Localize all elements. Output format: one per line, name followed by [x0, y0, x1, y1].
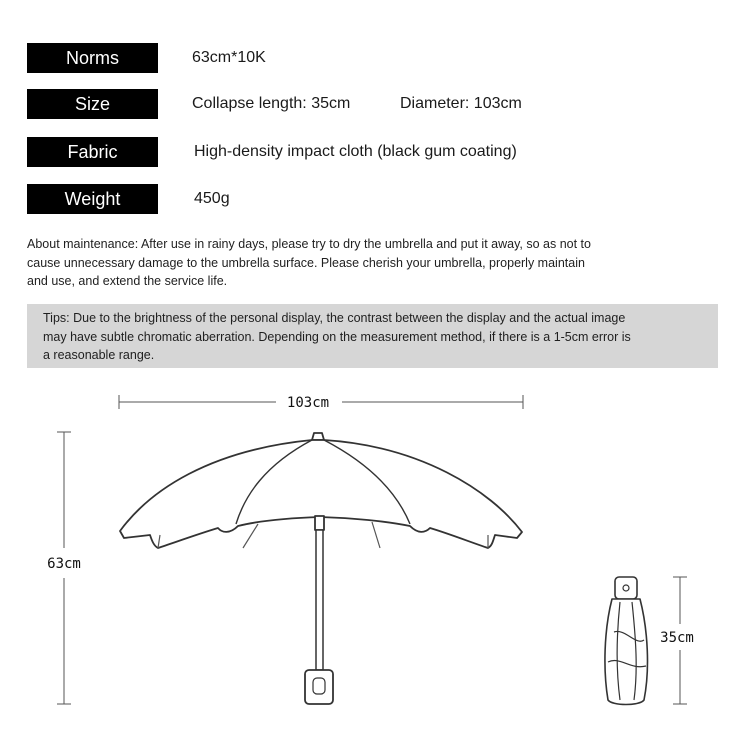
- spec-value-collapse-length: Collapse length: 35cm: [192, 95, 351, 112]
- height-label: 63cm: [47, 556, 81, 572]
- spec-value-weight: 450g: [194, 190, 230, 207]
- umbrella-diagram: [0, 370, 750, 746]
- tips-box: [27, 304, 718, 368]
- spec-label-fabric: Fabric: [27, 137, 158, 167]
- spec-label-size: Size: [27, 89, 158, 119]
- tips-line: a reasonable range.: [43, 348, 155, 362]
- collapsed-length-label: 35cm: [660, 630, 694, 646]
- maintenance-note: [27, 235, 677, 291]
- spec-label-norms: Norms: [27, 43, 158, 73]
- spec-value-fabric: High-density impact cloth (black gum coating): [194, 143, 517, 160]
- spec-value-diameter: Diameter: 103cm: [400, 95, 522, 112]
- collapsed-umbrella: [605, 577, 648, 705]
- maintenance-line: cause unnecessary damage to the umbrella surface. Please cherish your umbrella, properly maintain: [27, 255, 585, 270]
- open-umbrella: [120, 433, 522, 704]
- maintenance-line: About maintenance: After use in rainy days, please try to dry the umbrella and put it away, so as not to: [27, 237, 591, 251]
- tips-line: may have subtle chromatic aberration. Depending on the measurement method, if there is a 1-5cm error is: [43, 329, 631, 344]
- spec-label-weight: Weight: [27, 184, 158, 214]
- tips-line: Tips: Due to the brightness of the personal display, the contrast between the display and the actual image: [43, 311, 626, 325]
- spec-value-norms: 63cm*10K: [192, 49, 266, 66]
- diameter-label: 103cm: [286, 395, 330, 411]
- maintenance-line: and use, and extend the service life.: [27, 274, 228, 288]
